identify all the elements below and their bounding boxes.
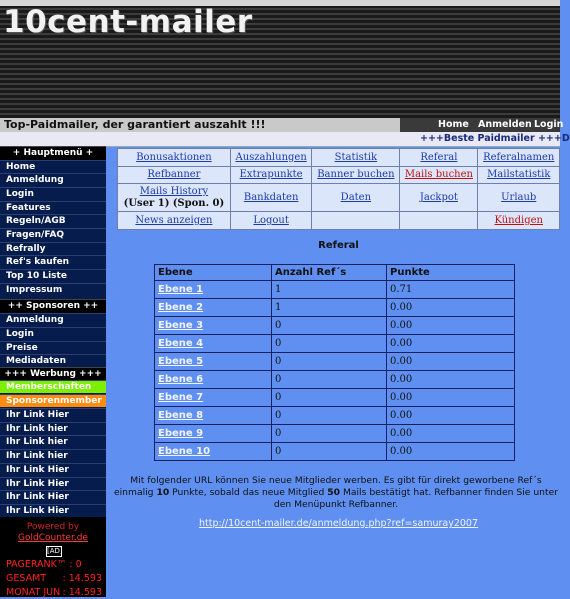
ref-count: 0 [272,425,387,443]
ref-count: 0 [272,371,387,389]
sidebar-item-impressum[interactable]: Impressum [0,283,106,296]
sidebar-ad-link[interactable]: Ihr Link hier [0,422,106,435]
info-text-part3: Mails bestätigt hat. Refbanner finden Sie unter den Menüpunkt Refbanner. [273,487,559,510]
menu-empty-cell [400,212,478,230]
slogan-text: Top-Paidmailer, der garantiert auszahlt !!! [4,118,266,131]
member-menu-table [117,148,560,230]
sidebar-heading-main: + Hauptmenü + [0,146,106,160]
sidebar-item-sponsor-anmeldung[interactable]: Anmeldung [0,313,106,326]
menu-empty-cell [312,212,400,230]
column-header-anzahl: Anzahl Ref´s [272,265,387,281]
counter-gesamt-value: : 14.593 [62,573,102,584]
ref-count: 0 [272,407,387,425]
menu-jackpot[interactable]: Jackpot [400,184,478,212]
sidebar-ad-link[interactable]: Ihr Link Hier [0,477,106,490]
counter-monat-value: : 14.593 [62,587,102,598]
ref-count: 1 [272,281,387,299]
sidebar-item-memberschaften[interactable]: Memberschaften [0,380,106,393]
menu-kuendigen[interactable]: Kündigen [478,212,560,230]
table-row [155,299,515,317]
topnav-home-link[interactable]: Home [438,119,469,130]
info-text-part2: Punkte, sobald das neue Mitglied [169,487,328,498]
column-header-ebene: Ebene [155,265,272,281]
ref-points: 0.00 [387,389,515,407]
counter-goldcounter-link[interactable]: GoldCounter.de [18,533,88,543]
sidebar-item-mediadaten[interactable]: Mediadaten [0,354,106,367]
sidebar-item-refs-kaufen[interactable]: Ref's kaufen [0,255,106,268]
counter-gesamt-label: GESAMT [6,573,47,584]
table-row [155,371,515,389]
level-link[interactable]: Ebene 9 [155,425,272,443]
visitor-counter [0,517,106,597]
table-row [155,389,515,407]
counter-pagerank-label: PAGERANK™ : 0 [6,559,82,570]
sidebar-item-home[interactable]: Home [0,160,106,173]
info-text-part1: Mit folgender URL können Sie neue Mitglieder werben. Es gibt für direkt geworbene Ref´s einmalig [113,475,542,498]
level-link[interactable]: Ebene 1 [155,281,272,299]
menu-banner-buchen[interactable]: Banner buchen [312,166,400,184]
counter-monat-label: MONAT JUN [6,587,61,598]
menu-statistik[interactable]: Statistik [312,149,400,167]
page-title: Referal [318,240,359,251]
menu-refbanner[interactable]: Refbanner [118,166,231,184]
table-row [155,443,515,461]
counter-gesamt [6,572,102,585]
sidebar-ad-link[interactable]: Ihr Link hier [0,449,106,462]
level-link[interactable]: Ebene 3 [155,317,272,335]
counter-pagerank [6,558,102,571]
sidebar-item-sponsorenmember[interactable]: Sponsorenmember [0,394,106,407]
ref-points: 0.00 [387,425,515,443]
info-mails-value: 50 [327,487,341,498]
sidebar-item-features[interactable]: Features [0,201,106,214]
table-row [155,407,515,425]
referral-info-text [112,475,560,511]
topnav-anmelden-link[interactable]: Anmelden [478,119,532,130]
sidebar-ad-link[interactable]: Ihr Link Hier [0,490,106,503]
menu-logout[interactable]: Logout [230,212,312,230]
level-link[interactable]: Ebene 2 [155,299,272,317]
level-link[interactable]: Ebene 8 [155,407,272,425]
sidebar-heading-sponsoren: ++ Sponsoren ++ [0,299,106,313]
level-link[interactable]: Ebene 5 [155,353,272,371]
ref-points: 0.00 [387,443,515,461]
sidebar-heading-werbung: +++ Werbung +++ [0,367,106,381]
ref-count: 1 [272,299,387,317]
referral-url-link[interactable]: http://10cent-mailer.de/anmeldung.php?ref=samuray2007 [198,518,478,529]
ref-points: 0.00 [387,371,515,389]
referal-table [154,264,515,461]
ref-points: 0.00 [387,353,515,371]
ref-count: 0 [272,317,387,335]
counter-powered-by: Powered by [26,522,80,532]
sidebar-ad-link[interactable]: Ihr Link Hier [0,463,106,476]
ref-points: 0.00 [387,317,515,335]
column-header-punkte: Punkte [387,265,515,281]
header-banner [0,0,560,118]
sidebar-ad-link[interactable]: Ihr Link Hier [0,408,106,421]
table-row [155,281,515,299]
sidebar-item-login[interactable]: Login [0,187,106,200]
ref-points: 0.00 [387,407,515,425]
menu-mails-buchen[interactable]: Mails buchen [400,166,478,184]
sidebar-item-sponsor-login[interactable]: Login [0,327,106,340]
marquee-text: +++Beste Paidmailer +++D [420,133,570,144]
info-points-value: 10 [156,487,170,498]
ref-points: 0.71 [387,281,515,299]
menu-mailstatistik[interactable]: Mailstatistik [478,166,560,184]
ref-count: 0 [272,353,387,371]
ref-points: 0.00 [387,335,515,353]
menu-auszahlungen[interactable]: Auszahlungen [230,149,312,167]
ref-count: 0 [272,335,387,353]
sidebar-item-preise[interactable]: Preise [0,341,106,354]
level-link[interactable]: Ebene 10 [155,443,272,461]
sidebar-ad-link[interactable]: Ihr Link hier [0,435,106,448]
sidebar-item-anmeldung[interactable]: Anmeldung [0,173,106,186]
ref-count: 0 [272,389,387,407]
menu-news-anzeigen[interactable]: News anzeigen [118,212,231,230]
table-row [155,335,515,353]
sidebar-item-regeln[interactable]: Regeln/AGB [0,214,106,227]
table-row [155,353,515,371]
level-link[interactable]: Ebene 6 [155,371,272,389]
sidebar-item-refrally[interactable]: Refrally [0,242,106,255]
table-row [155,425,515,443]
menu-bonusaktionen[interactable]: Bonusaktionen [118,149,231,167]
level-link[interactable]: Ebene 4 [155,335,272,353]
menu-referalnamen[interactable]: Referalnamen [478,149,560,167]
menu-bankdaten[interactable]: Bankdaten [230,184,312,212]
ref-points: 0.00 [387,299,515,317]
menu-referal[interactable]: Referal [400,149,478,167]
level-link[interactable]: Ebene 7 [155,389,272,407]
site-logo[interactable]: 10cent-mailer [3,4,253,40]
marquee-bar [0,132,570,147]
ref-count: 0 [272,443,387,461]
counter-ad-badge[interactable]: [AD] [47,547,63,555]
sidebar-item-faq[interactable]: Fragen/FAQ [0,228,106,241]
counter-monat [6,586,102,599]
menu-daten[interactable]: Daten [312,184,400,212]
sidebar-item-top10[interactable]: Top 10 Liste [0,269,106,282]
topnav-login-link[interactable]: Login [534,119,564,130]
menu-extrapunkte[interactable]: Extrapunkte [230,166,312,184]
top-navigation [400,118,564,132]
menu-mails-history[interactable]: Mails History (User 1) (Spon. 0) [118,184,231,212]
sidebar-ad-link[interactable]: Ihr Link Hier [0,504,106,517]
table-row [155,317,515,335]
menu-urlaub[interactable]: Urlaub [478,184,560,212]
